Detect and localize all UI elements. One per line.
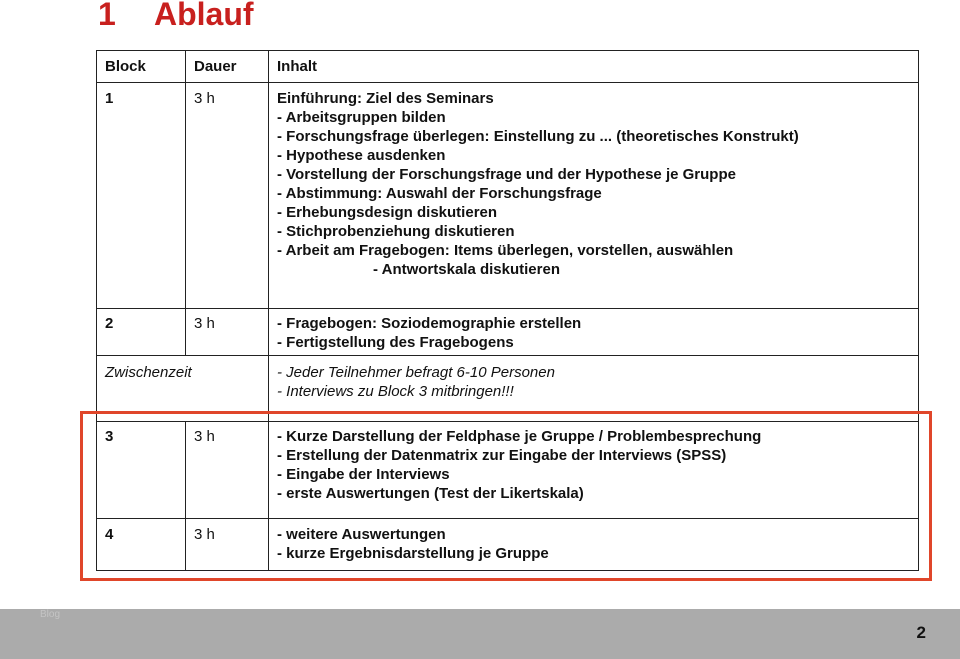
header-dauer: Dauer xyxy=(186,51,269,83)
content-line: - Arbeit am Fragebogen: Items überlegen, vorstellen, auswählen xyxy=(277,242,734,259)
footer-bar xyxy=(0,609,960,659)
content-cell xyxy=(269,83,919,309)
content-line: - Vorstellung der Forschungsfrage und der Hypothese je Gruppe xyxy=(277,166,736,183)
content-line: - Erstellung der Datenmatrix zur Eingabe der Interviews (SPSS) xyxy=(277,447,727,464)
header-block: Block xyxy=(97,51,186,83)
duration-cell: 3 h xyxy=(186,309,269,356)
content-cell xyxy=(269,309,919,356)
content-line: - Antwortskala diskutieren xyxy=(373,261,560,278)
content-line: - weitere Auswertungen xyxy=(277,526,446,543)
content-line: - Arbeitsgruppen bilden xyxy=(277,109,446,126)
block-cell: 4 xyxy=(97,519,186,571)
highlight-frame xyxy=(80,411,932,581)
content-line: - Interviews zu Block 3 mitbringen!!! xyxy=(277,383,514,400)
content-line: - Fragebogen: Soziodemographie erstellen xyxy=(277,315,582,332)
duration-cell: 3 h xyxy=(186,422,269,519)
content-line: - Hypothese ausdenken xyxy=(277,147,446,164)
table-row xyxy=(97,309,919,356)
block-cell: 1 xyxy=(97,83,186,309)
content-line: - Fertigstellung des Fragebogens xyxy=(277,334,514,351)
content-line: - Abstimmung: Auswahl der Forschungsfrage xyxy=(277,185,602,202)
section-title: Ablauf xyxy=(154,0,254,32)
content-line: - Jeder Teilnehmer befragt 6-10 Personen xyxy=(277,364,555,381)
content-line: - erste Auswertungen (Test der Likertskala) xyxy=(277,485,584,502)
content-line: - Stichprobenziehung diskutieren xyxy=(277,223,515,240)
content-line: - Erhebungsdesign diskutieren xyxy=(277,204,498,221)
block-cell: Zwischenzeit xyxy=(97,356,269,422)
table-row xyxy=(97,83,919,309)
page-title xyxy=(98,0,254,33)
table-header-row xyxy=(97,51,919,83)
block-cell: 3 xyxy=(97,422,186,519)
page-number: 2 xyxy=(916,623,926,642)
header-inhalt: Inhalt xyxy=(269,51,919,83)
content-line: - Forschungsfrage überlegen: Einstellung zu ... (theoretisches Konstrukt) xyxy=(277,128,799,145)
content-line: - kurze Ergebnisdarstellung je Gruppe xyxy=(277,545,549,562)
section-number: 1 xyxy=(98,0,116,32)
content-line: - Kurze Darstellung der Feldphase je Gruppe / Problembesprechung xyxy=(277,428,762,445)
watermark: Blog xyxy=(40,609,61,620)
duration-cell: 3 h xyxy=(186,519,269,571)
content-line: Einführung: Ziel des Seminars xyxy=(277,90,494,107)
block-cell: 2 xyxy=(97,309,186,356)
duration-cell: 3 h xyxy=(186,83,269,309)
content-line: - Eingabe der Interviews xyxy=(277,466,450,483)
